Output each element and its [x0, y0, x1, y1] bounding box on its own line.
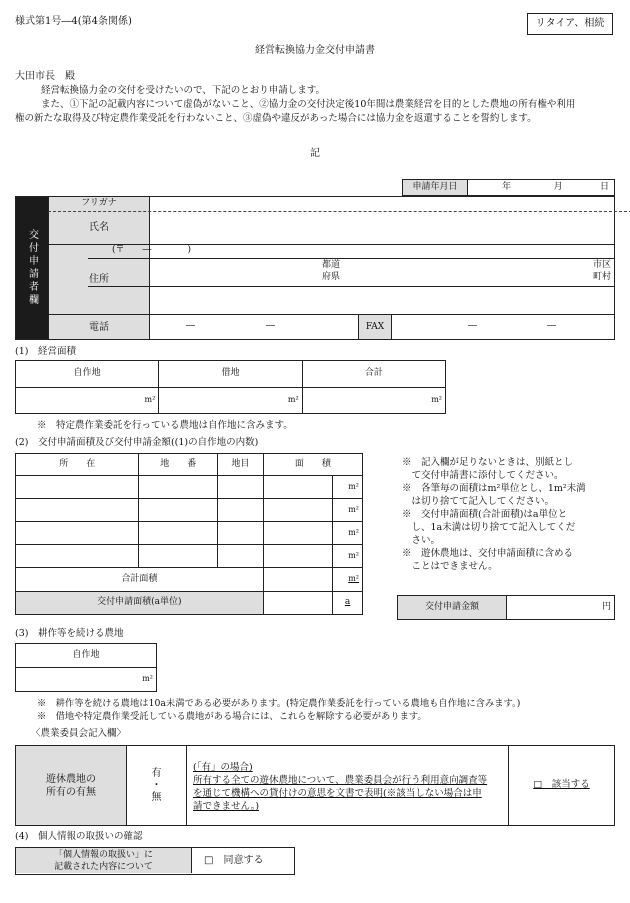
farm-area-table: 自作地 借地 合計 m² m² m²: [15, 360, 446, 414]
furigana-input[interactable]: [150, 198, 614, 211]
applicable-checkbox[interactable]: □ 該当する: [508, 746, 614, 825]
section2-title: (2) 交付申請面積及び交付申請金額((1)の自作地の内数): [15, 437, 259, 448]
continuing-land-table: 自作地 m²: [15, 643, 157, 692]
section1-note: ※ 特定農作業委託を行っている農地は自作地に含みます。: [37, 420, 293, 431]
choson-label: 町村: [593, 272, 612, 282]
committee-box: [15, 745, 615, 826]
applicant-side-label: 交付申請者欄: [26, 229, 38, 307]
fax-label: FAX: [358, 315, 392, 339]
amount-box: [397, 595, 615, 620]
postal-code[interactable]: (〒 ― ): [112, 245, 192, 255]
intro-line-1: 経営転換協力金の交付を受けたいので、下記のとおり申請します。: [41, 85, 326, 96]
address-label: 住所: [89, 274, 109, 285]
applicant-section: 交付申請者欄 フリガナ 氏名 住所 (〒 ― ) 都道 府県 市区 町村 電話 ― ― FAX ― ―: [15, 196, 615, 340]
date-label: 申請年月日: [403, 180, 468, 196]
application-area-table: 所 在 地 番 地目 面 積 m² m² m² m² 合計面積 m² 交付申請面積(a単位) a: [15, 453, 363, 615]
total-area-label: 合計面積: [16, 568, 264, 592]
apply-area-input[interactable]: [263, 592, 333, 615]
committee-description: (「有」の場合) 所有する全ての遊休農地について、農業委員会が行う利用意向調査等 を通じて機構への貸付けの意思を文書で表明(※該当しない場合は申 請できません。): [193, 762, 488, 812]
section3-title: (3) 耕作等を続ける農地: [15, 628, 124, 639]
todo-label: 都道: [322, 260, 341, 270]
leased-land-input[interactable]: [159, 388, 282, 414]
year-field[interactable]: 年: [468, 180, 521, 196]
committee-title: 〈農業委員会記入欄〉: [31, 728, 127, 739]
intro-line-2: また、①下記の記載内容について虚偽がないこと、②協力金の交付決定後10年間は農業経営を目的とした農地の所有権や利用: [41, 99, 576, 110]
table-row: m²: [16, 522, 363, 545]
section2-notes: ※ 記入欄が足りないときは、別紙とし て交付申請書に添付してください。 ※ 各筆毎の面積はm²単位とし、1m²未満 は切り捨てて記入してください。 ※ 交付申請面積(合計面積)はa単位と し、1a未満は切り捨てて記入してくだ さい。 ※ 遊休農地は、交付申請面積に含める ことはできません。: [402, 457, 586, 572]
yes-no-selector[interactable]: 有 ・ 無: [127, 746, 187, 825]
address-line-input[interactable]: [150, 287, 614, 314]
month-field[interactable]: 月: [520, 180, 571, 196]
phone-label: 電話: [89, 322, 109, 333]
section3-note-1: ※ 耕作等を続ける農地は10a未満である必要があります。(特定農作業委託を行っている農地も自作地に含みます。): [37, 698, 521, 709]
privacy-label-2: 記載された内容について: [54, 862, 153, 872]
phone-input[interactable]: [150, 315, 358, 339]
fuken-label: 府県: [322, 272, 341, 282]
privacy-box: [15, 847, 295, 875]
total-area-input[interactable]: [263, 568, 333, 592]
section3-note-2: ※ 借地や特定農作業受託している農地がある場合には、これらを解除する必要があります。: [37, 711, 427, 722]
table-row: m²: [16, 499, 363, 522]
furigana-label: フリガナ: [81, 198, 117, 208]
idle-farmland-label-1: 遊休農地の: [46, 773, 96, 785]
section4-title: (4) 個人情報の取扱いの確認: [15, 831, 143, 842]
ki-label: 記: [310, 148, 320, 159]
table-row: m²: [16, 545, 363, 568]
shiku-label: 市区: [593, 260, 612, 270]
amount-label: 交付申請金額: [398, 596, 507, 620]
table-row: m²: [16, 476, 363, 499]
name-input[interactable]: [150, 212, 614, 244]
continuing-land-input[interactable]: [16, 668, 137, 692]
own-land-input[interactable]: [16, 388, 139, 414]
application-date-box: [402, 179, 615, 196]
idle-farmland-label-2: 所有の有無: [46, 786, 96, 798]
section1-title: (1) 経営面積: [15, 346, 76, 357]
privacy-label-1: 「個人情報の取扱い」に: [53, 850, 153, 860]
name-label: 氏名: [89, 222, 109, 233]
intro-line-3: 権の新たな取得及び特定農作業受託を行わないこと、③虚偽や違反があった場合には協力金を返還することを誓約します。: [15, 113, 537, 124]
total-land-input[interactable]: [302, 388, 425, 414]
apply-area-label: 交付申請面積(a単位): [16, 592, 264, 615]
amount-input[interactable]: 円: [507, 596, 615, 620]
day-field[interactable]: 日: [572, 180, 615, 196]
category-badge: リタイア、相続: [527, 13, 613, 35]
addressee: 大田市長 殿: [15, 71, 75, 82]
fax-input[interactable]: [392, 315, 614, 339]
page-title: 経営転換協力金交付申請書: [255, 45, 375, 56]
form-number: 様式第1号―4(第4条関係): [15, 16, 132, 27]
agree-checkbox[interactable]: □ 同意する: [204, 855, 264, 866]
